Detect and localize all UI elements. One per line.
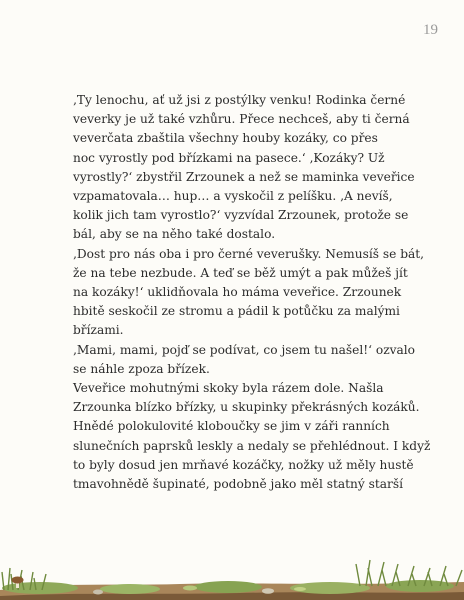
text-line: ‚Dost pro nás oba i pro černé veverušky. Nemusíš se bát, bbox=[73, 246, 425, 261]
text-line: na kozáky!‘ uklidňovala ho máma veveřice. Zrzounek bbox=[73, 285, 402, 300]
text-line: Zrzounka blízko břízky, u skupinky překrásných kozáků. bbox=[73, 400, 420, 415]
moss-patch bbox=[100, 584, 160, 594]
text-line: se náhle zpoza břízek. bbox=[73, 361, 210, 376]
leaf bbox=[183, 586, 197, 591]
text-line: břízami. bbox=[73, 323, 124, 338]
text-line: vyrostly?‘ zbystřil Zrzounek a než se maminka veveřice bbox=[73, 169, 415, 184]
text-line: Veveřice mohutnými skoky byla rázem dole. Našla bbox=[73, 381, 384, 396]
text-line: noc vyrostly pod břízkami na pasece.‘ ‚Kozáky? Už bbox=[73, 150, 385, 165]
text-line: vzpamatovala… hup… a vyskočil z pelíšku. ‚A nevíš, bbox=[73, 189, 393, 204]
grass-illustration bbox=[0, 542, 464, 600]
text-line: kolik jich tam vyrostlo?‘ vyzvídal Zrzounek, protože se bbox=[73, 208, 409, 223]
text-line: Hnědé polokulovité kloboučky se jim v záři ranních bbox=[73, 419, 390, 434]
grass-tuft-right bbox=[356, 560, 462, 586]
text-line: tmavohnědě šupinaté, podobně jako měl statný starší bbox=[73, 477, 404, 492]
page-number: 19 bbox=[423, 22, 438, 38]
text-line: veverčata zbaštila všechny houby kozáky, co přes bbox=[73, 131, 378, 146]
moss-patch bbox=[386, 580, 454, 592]
text-line: slunečních paprsků leskly a nedaly se přehlédnout. I když bbox=[73, 438, 431, 453]
stone bbox=[93, 590, 103, 595]
text-line: bál, aby se na něho také dostalo. bbox=[73, 227, 276, 242]
stone bbox=[262, 588, 274, 594]
text-line: ‚Ty lenochu, ať už jsi z postýlky venku! Rodinka černé bbox=[73, 93, 406, 107]
story-text bbox=[73, 91, 443, 494]
text-line: ‚Mami, mami, pojď se podívat, co jsem tu našel!‘ ozvalo bbox=[73, 342, 416, 357]
text-line: hbitě seskočil ze stromu a pádil k potůčku za malými bbox=[73, 304, 400, 319]
moss-patch bbox=[194, 581, 262, 593]
text-line: veverky je už také vzhůru. Přece nechceš, aby ti černá bbox=[73, 112, 410, 127]
text-line: to byly dosud jen mrňavé kozáčky, nožky už měly hustě bbox=[73, 457, 414, 472]
leaf bbox=[294, 587, 306, 591]
text-line: že na tebe nezbude. A teď se běž umýt a pak můžeš jít bbox=[73, 265, 408, 280]
